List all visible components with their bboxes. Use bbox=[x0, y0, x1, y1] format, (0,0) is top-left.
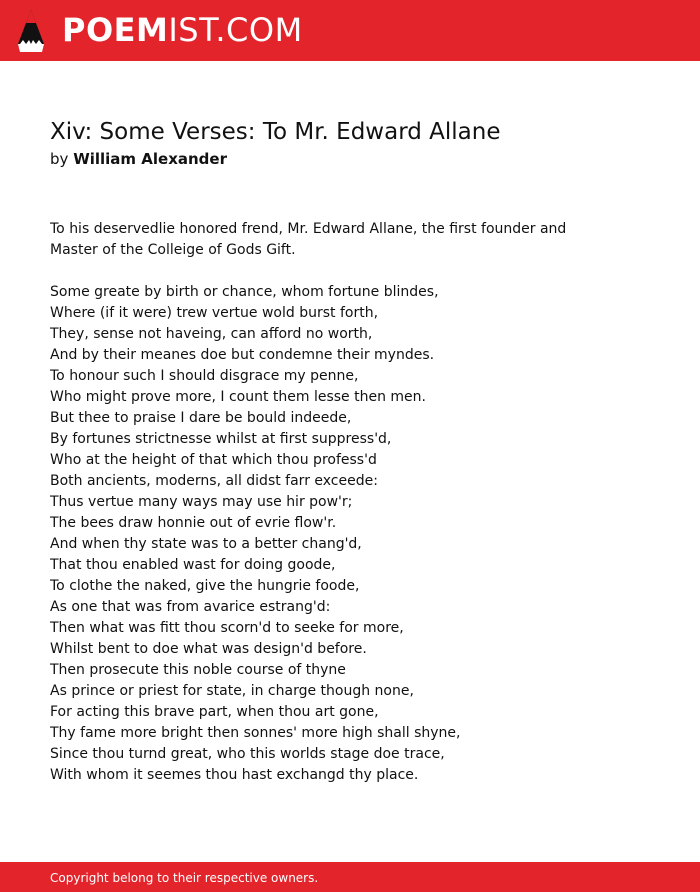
poem-line: That thou enabled wast for doing goode, bbox=[50, 557, 336, 573]
poem-line: For acting this brave part, when thou art gone, bbox=[50, 704, 379, 720]
poem-line: The bees draw honnie out of evrie flow'r. bbox=[50, 515, 337, 531]
copyright-notice: Copyright belong to their respective owners. bbox=[50, 871, 319, 885]
poem-line: Where (if it were) trew vertue wold burst forth, bbox=[50, 305, 379, 321]
pencil-tip-icon[interactable] bbox=[18, 10, 44, 52]
site-header bbox=[0, 0, 700, 61]
poem-title: Xiv: Some Verses: To Mr. Edward Allane bbox=[50, 119, 501, 145]
poem-line: To honour such I should disgrace my penne, bbox=[50, 368, 359, 384]
poem-line: Thy fame more bright then sonnes' more high shall shyne, bbox=[50, 725, 461, 741]
brand-bold: POEM bbox=[62, 11, 169, 49]
brand-light: IST.COM bbox=[168, 11, 303, 49]
author-name: William Alexander bbox=[73, 150, 227, 168]
poem-line: Then what was fitt thou scorn'd to seeke for more, bbox=[50, 620, 404, 636]
poem-line: But thee to praise I dare be bould indeede, bbox=[50, 410, 352, 426]
site-footer bbox=[0, 862, 700, 892]
poem-line: Who might prove more, I count them lesse then men. bbox=[50, 389, 426, 405]
poem-line: To clothe the naked, give the hungrie foode, bbox=[50, 578, 360, 594]
poem-line: As prince or priest for state, in charge though none, bbox=[50, 683, 414, 699]
poem-line: By fortunes strictnesse whilst at first suppress'd, bbox=[50, 431, 392, 447]
poem-line: Some greate by birth or chance, whom fortune blindes, bbox=[50, 284, 439, 300]
dedication-line: Master of the Colleige of Gods Gift. bbox=[50, 242, 296, 258]
poem-body bbox=[50, 219, 650, 786]
poem-line: Who at the height of that which thou profess'd bbox=[50, 452, 377, 468]
poem-line: Both ancients, moderns, all didst farr exceede: bbox=[50, 473, 378, 489]
poem-line: Thus vertue many ways may use hir pow'r; bbox=[50, 494, 353, 510]
poem-line: Then prosecute this noble course of thyne bbox=[50, 662, 346, 678]
by-label: by bbox=[50, 150, 69, 168]
byline bbox=[50, 149, 227, 169]
site-logo[interactable] bbox=[62, 12, 303, 48]
poem-line: Whilst bent to doe what was design'd before. bbox=[50, 641, 367, 657]
dedication-line: To his deservedlie honored frend, Mr. Edward Allane, the first founder and bbox=[50, 221, 567, 237]
poem-line: And by their meanes doe but condemne their myndes. bbox=[50, 347, 435, 363]
poem-line: And when thy state was to a better chang'd, bbox=[50, 536, 362, 552]
poem-line: With whom it seemes thou hast exchangd thy place. bbox=[50, 767, 419, 783]
poem-line: Since thou turnd great, who this worlds stage doe trace, bbox=[50, 746, 445, 762]
poem-line: They, sense not haveing, can afford no worth, bbox=[50, 326, 373, 342]
poem-line: As one that was from avarice estrang'd: bbox=[50, 599, 331, 615]
stanza-gap bbox=[50, 261, 650, 282]
